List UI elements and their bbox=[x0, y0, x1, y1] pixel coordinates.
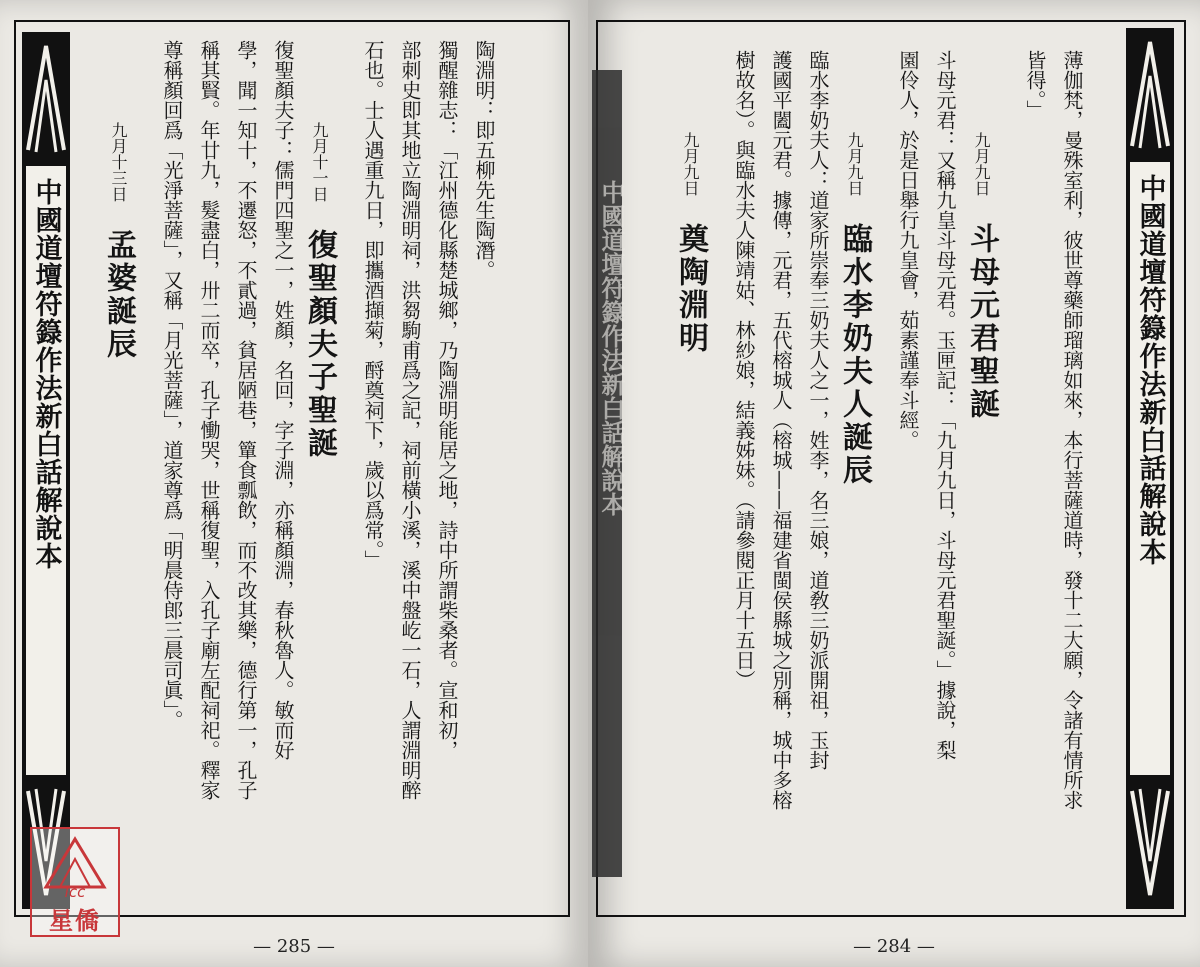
left-text-body bbox=[62, 40, 502, 880]
left-page bbox=[0, 0, 588, 967]
text-column: 學，聞一知十，不遷怒，不貳過，貧居陋巷，簞食瓢飲，而不改其樂，德行第一，孔子 bbox=[234, 40, 258, 800]
section-heading bbox=[100, 40, 141, 880]
text-column: 斗母元君：又稱九皇斗母元君。玉匣記：「九月九日，斗母元君聖誕。」據說，梨 bbox=[933, 50, 957, 760]
text-column: 薄伽梵，曼殊室利，彼世尊藥師瑠璃如來，本行菩薩道時，發十二大願，令諸有情所求 bbox=[1060, 50, 1084, 810]
stamp-latin: lcc bbox=[64, 883, 86, 901]
text-column: 獨醒雜志：「江州德化縣楚城鄉，乃陶淵明能居之地，詩中所謂柴桑者。宣和初， bbox=[435, 40, 459, 760]
gutter-bleed-band bbox=[592, 70, 625, 877]
book-title-box bbox=[1130, 162, 1170, 775]
text-column: 陶淵明：即五柳先生陶潛。 bbox=[472, 40, 496, 280]
text-column: 復聖顏夫子：儒門四聖之一，姓顏，名回，字子淵，亦稱顏淵，春秋魯人。敏而好 bbox=[271, 40, 295, 760]
heading-title: 斗母元君聖誕 bbox=[964, 223, 999, 422]
section-heading bbox=[836, 50, 877, 880]
heading-title: 復聖顏夫子聖誕 bbox=[302, 229, 337, 461]
gutter-title: 中國道壇符籙作法新白話解說本 bbox=[597, 180, 625, 516]
book-title: 中國道壇符籙作法新白話解說本 bbox=[1134, 174, 1166, 566]
text-column: 稱其賢。年廿九，髮盡白，卅二而卒，孔子慟哭，世稱復聖，入孔子廟左配祠祀。釋家 bbox=[197, 40, 221, 800]
side-title-band bbox=[1126, 28, 1174, 909]
text-column: 石也。士人遇重九日，即攜酒擷菊，酹奠祠下，歲以爲常。」 bbox=[361, 40, 385, 570]
heading-date: 九月九日 bbox=[845, 132, 864, 196]
stamp-chinese: 星僑 bbox=[49, 907, 101, 935]
section-heading bbox=[301, 40, 342, 880]
collector-stamp bbox=[30, 827, 120, 937]
text-column: 樹故名）。與臨水夫人陳靖姑、林紗娘，結義姊妹。（請參閱正月十五日） bbox=[732, 50, 756, 690]
text-column: 園伶人，於是日舉行九皇會，茹素謹奉斗經。 bbox=[896, 50, 920, 450]
heading-date: 九月十一日 bbox=[310, 122, 329, 202]
text-column: 臨水李奶夫人：道家所崇奉三奶夫人之一，姓李，名三娘，道敎三奶派開祖，玉封 bbox=[806, 50, 830, 770]
heading-title: 奠陶淵明 bbox=[673, 223, 708, 356]
text-column: 皆得。」 bbox=[1023, 50, 1047, 120]
heading-date: 九月九日 bbox=[681, 132, 700, 196]
text-column: 護國平闔元君。據傳，元君，五代榕城人（榕城——福建省閩侯縣城之別稱，城中多榕 bbox=[769, 50, 793, 810]
heading-date: 九月十三日 bbox=[109, 122, 128, 202]
chevron-ornament-icon bbox=[1126, 28, 1174, 158]
book-title: 中國道壇符籙作法新白話解說本 bbox=[30, 178, 62, 570]
text-column: 尊稱顏回爲「光淨菩薩」，又稱「月光菩薩」，道家尊爲「明晨侍郎三晨司眞」。 bbox=[160, 40, 184, 730]
page-number: — 284 — bbox=[853, 936, 935, 957]
section-heading bbox=[672, 50, 713, 880]
page-number: — 285 — bbox=[253, 936, 335, 957]
book-title-box bbox=[26, 166, 66, 775]
heading-title: 孟婆誕辰 bbox=[101, 229, 136, 362]
right-text-body bbox=[640, 50, 1090, 880]
heading-title: 臨水李奶夫人誕辰 bbox=[837, 223, 872, 488]
text-column: 部刺史即其地立陶淵明祠，洪芻駒甫爲之記，祠前橫小溪，溪中盤屹一石，人謂淵明醉 bbox=[398, 40, 422, 800]
right-page bbox=[588, 0, 1200, 967]
section-heading bbox=[963, 50, 1004, 880]
chevron-ornament-icon bbox=[1126, 779, 1174, 909]
heading-date: 九月九日 bbox=[972, 132, 991, 196]
